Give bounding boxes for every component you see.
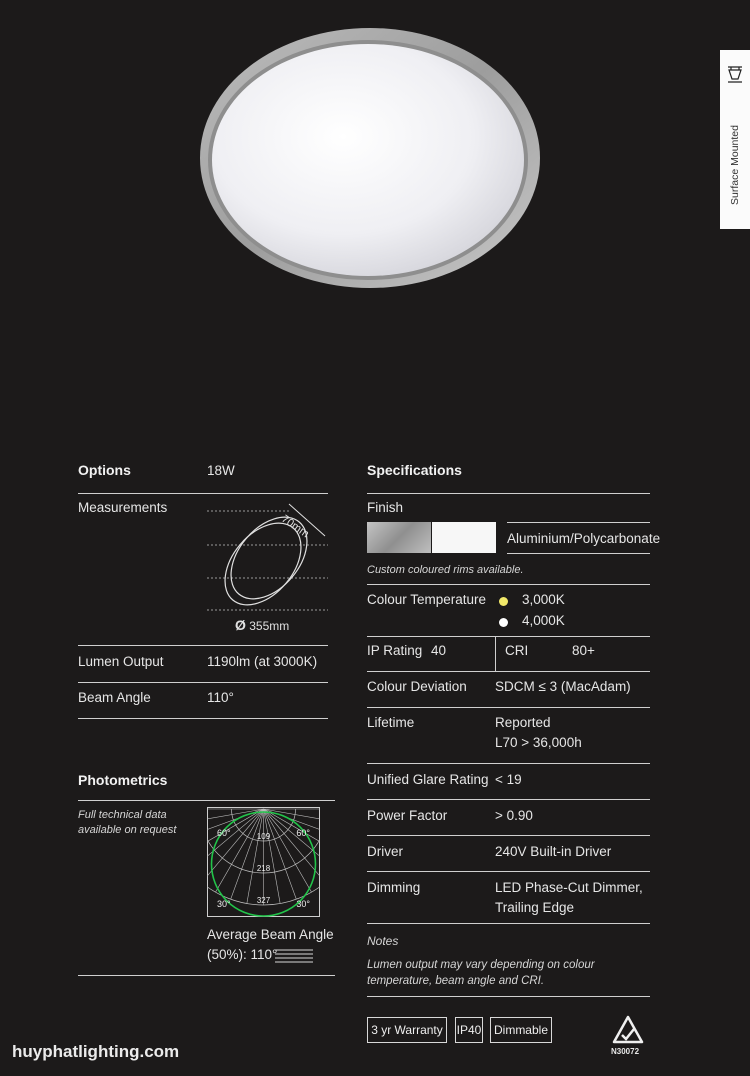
beam-symbol-icon (273, 948, 315, 964)
ceiling-light-icon (726, 66, 744, 84)
beam-angle-label: Beam Angle (78, 690, 151, 705)
average-beam-line-2: (50%): 110° (207, 947, 278, 962)
watermark: huyphatlighting.com (12, 1042, 180, 1061)
divider (367, 493, 650, 494)
cri-label: CRI (505, 643, 529, 658)
divider (507, 522, 650, 523)
finish-label: Finish (367, 500, 404, 515)
colour-deviation-value: SDCM ≤ 3 (MacAdam) (495, 679, 631, 694)
polar-ring-label: 109 (256, 832, 271, 841)
diameter-label (235, 617, 289, 633)
divider (78, 682, 328, 683)
warranty-badge: 3 yr Warranty (367, 1017, 447, 1043)
notes-line-2: temperature, beam angle and CRI. (367, 975, 545, 987)
specifications-title: Specifications (367, 462, 462, 478)
divider (367, 871, 650, 872)
photometrics-note-1: Full technical data (78, 809, 167, 821)
lumen-output-value: 1190lm (at 3000K) (207, 654, 318, 669)
divider (78, 493, 328, 494)
divider (78, 645, 328, 646)
divider (78, 800, 335, 801)
divider (367, 799, 650, 800)
divider (367, 996, 650, 997)
photometrics-title: Photometrics (78, 772, 168, 788)
polar-ring-label: 327 (256, 896, 271, 905)
finish-value: Aluminium/Polycarbonate (507, 531, 661, 546)
photometrics-note-2: available on request (78, 824, 177, 836)
colour-deviation-label: Colour Deviation (367, 679, 467, 694)
options-value: 18W (207, 463, 235, 478)
notes-line-1: Lumen output may vary depending on colour (367, 959, 595, 971)
product-image (195, 20, 555, 300)
colour-temp-label: Colour Temperature (367, 592, 487, 607)
divider (507, 553, 650, 554)
rcm-compliance-icon (611, 1015, 645, 1045)
divider (78, 975, 335, 976)
compliance-code: N30072 (611, 1047, 640, 1056)
ugr-value: < 19 (495, 772, 522, 787)
diameter-symbol: Ø (235, 617, 246, 633)
measurement-diagram (205, 500, 330, 615)
divider (367, 584, 650, 585)
measurements-label: Measurements (78, 500, 168, 515)
ugr-label: Unified Glare Rating (367, 772, 489, 787)
finish-swatch-polycarbonate (432, 522, 496, 553)
options-label: Options (78, 462, 131, 478)
dimming-line-1: LED Phase-Cut Dimmer, (495, 880, 643, 895)
cri-value: 80+ (572, 643, 595, 658)
notes-label: Notes (367, 934, 399, 948)
lumen-output-label: Lumen Output (78, 654, 164, 669)
divider (367, 763, 650, 764)
vertical-divider (495, 636, 496, 672)
diameter-value: 355mm (249, 619, 290, 633)
polar-angle-label: 60° (217, 828, 231, 838)
ip-badge: IP40 (455, 1017, 483, 1043)
photometric-chart (207, 807, 320, 917)
driver-value: 240V Built-in Driver (495, 844, 612, 859)
average-beam-line-1: Average Beam Angle (207, 927, 334, 942)
divider (78, 718, 328, 719)
polar-ring-label: 218 (256, 864, 271, 873)
polar-angle-label: 30° (217, 899, 231, 909)
divider (367, 923, 650, 924)
driver-label: Driver (367, 844, 403, 859)
divider (367, 671, 650, 672)
beam-angle-value: 110° (207, 690, 234, 705)
dimmable-badge: Dimmable (490, 1017, 552, 1043)
power-factor-value: > 0.90 (495, 808, 533, 823)
divider (367, 636, 650, 637)
power-factor-label: Power Factor (367, 808, 448, 823)
polar-angle-label: 30° (296, 899, 310, 909)
finish-note: Custom coloured rims available. (367, 564, 524, 576)
colour-temp-3000: 3,000K (522, 592, 565, 607)
polar-angle-label: 60° (296, 828, 310, 838)
dimming-line-2: Trailing Edge (495, 900, 575, 915)
height-label: 70mm (279, 513, 312, 541)
side-tab-label: Surface Mounted (729, 125, 741, 205)
colour-temp-4000: 4,000K (522, 613, 565, 628)
lifetime-line-2: L70 > 36,000h (495, 735, 582, 750)
lifetime-label: Lifetime (367, 715, 415, 730)
colour-temp-dot-4000 (499, 618, 508, 627)
finish-swatch-aluminium (367, 522, 431, 553)
divider (367, 835, 650, 836)
lifetime-line-1: Reported (495, 715, 551, 730)
divider (367, 707, 650, 708)
colour-temp-dot-3000 (499, 597, 508, 606)
dimming-label: Dimming (367, 880, 421, 895)
ip-rating-value: 40 (431, 643, 447, 658)
ip-rating-label: IP Rating (367, 643, 423, 658)
side-tab[interactable] (720, 50, 750, 229)
